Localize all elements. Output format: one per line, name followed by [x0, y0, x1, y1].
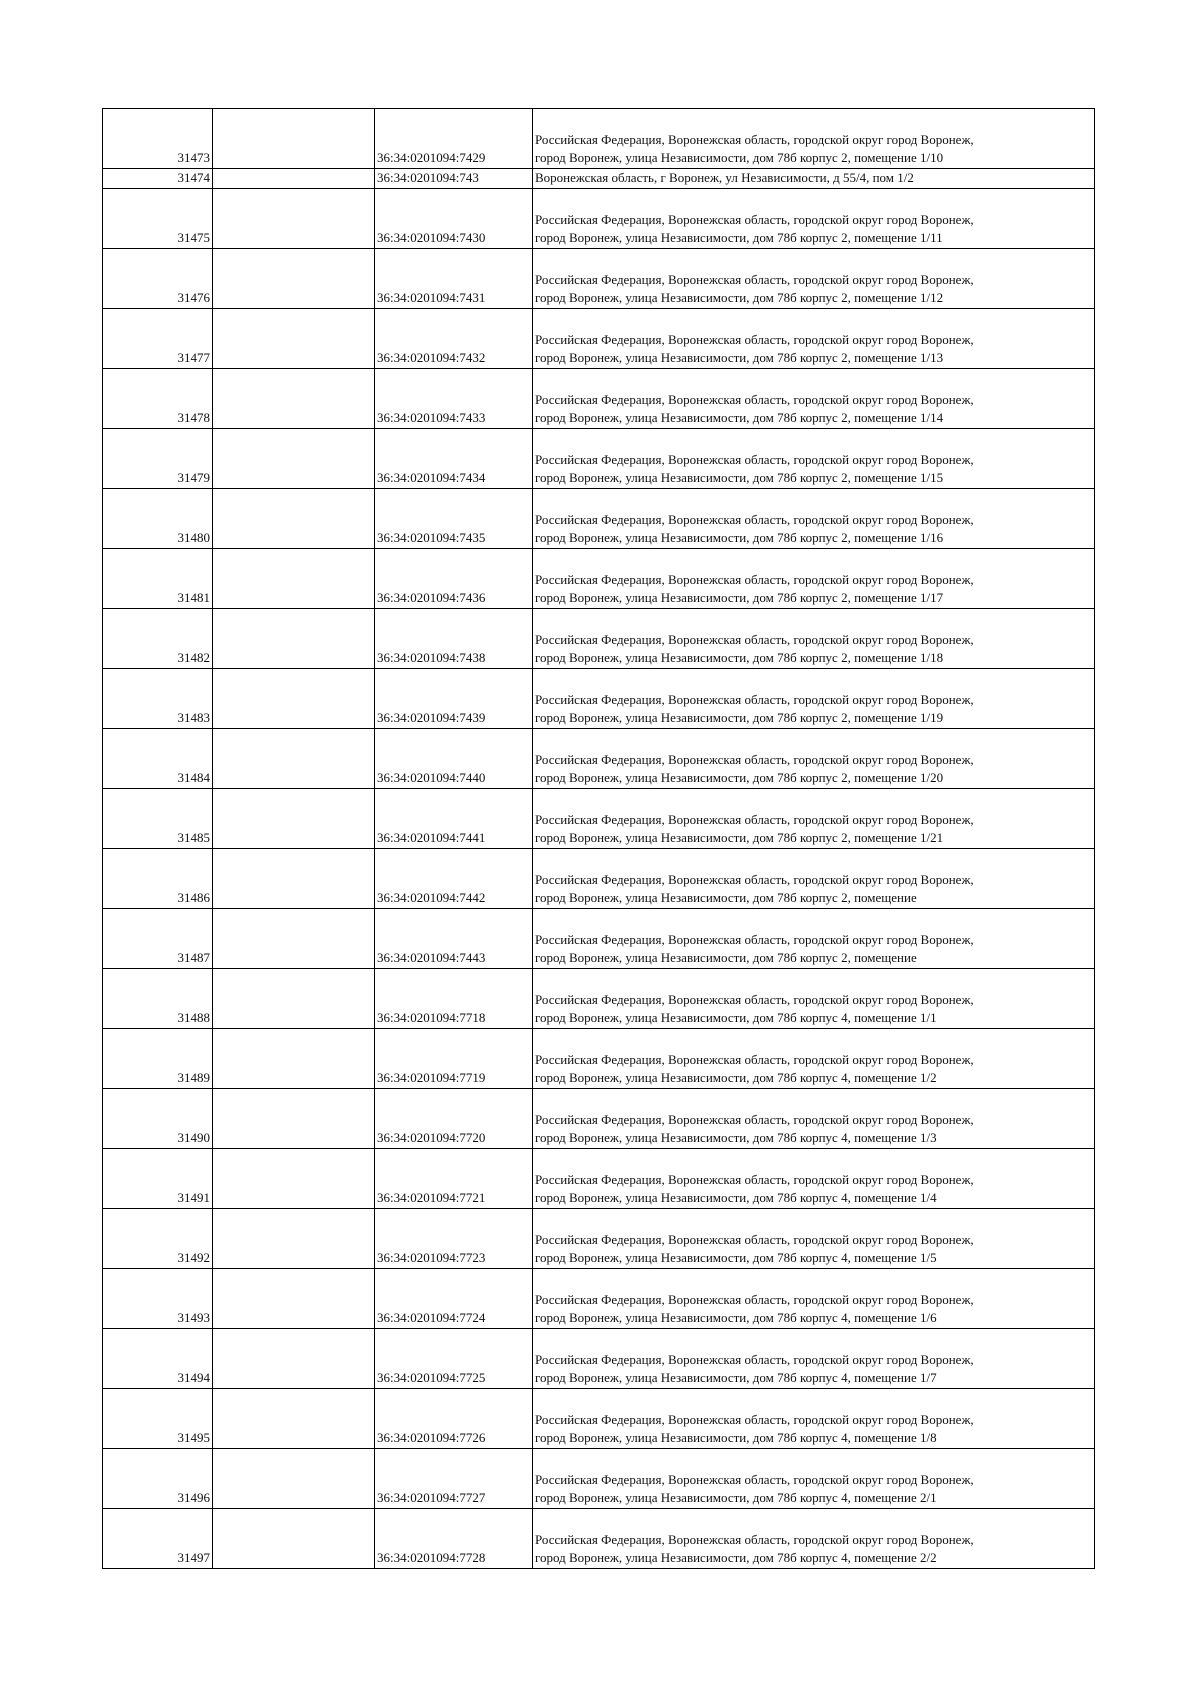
registry-table: [102, 108, 1095, 1569]
row-number-cell: 31485: [103, 789, 213, 849]
table-row: [103, 1389, 1095, 1449]
address-line: город Воронеж, улица Независимости, дом 78б корпус 2, помещение 1/18: [535, 650, 944, 665]
empty-cell: [213, 969, 375, 1029]
address-line: Российская Федерация, Воронежская область, городской округ город Воронеж,: [535, 1232, 974, 1247]
address-cell: [533, 1089, 1095, 1149]
address-cell: [533, 909, 1095, 969]
cadastral-number-cell: 36:34:0201094:7434: [375, 429, 533, 489]
address-line: город Воронеж, улица Независимости, дом 78б корпус 4, помещение 1/5: [535, 1250, 937, 1265]
table-row: [103, 1509, 1095, 1569]
empty-cell: [213, 849, 375, 909]
address-cell: [533, 309, 1095, 369]
address-line: Российская Федерация, Воронежская область, городской округ город Воронеж,: [535, 812, 974, 827]
table-row: [103, 309, 1095, 369]
address-line: город Воронеж, улица Независимости, дом 78б корпус 4, помещение 1/4: [535, 1190, 937, 1205]
row-number-cell: 31477: [103, 309, 213, 369]
row-number-cell: 31495: [103, 1389, 213, 1449]
table-row: [103, 1089, 1095, 1149]
address-line: город Воронеж, улица Независимости, дом 78б корпус 2, помещение 1/16: [535, 530, 944, 545]
table-row: [103, 849, 1095, 909]
table-row: [103, 729, 1095, 789]
empty-cell: [213, 1509, 375, 1569]
cadastral-number-cell: 36:34:0201094:7718: [375, 969, 533, 1029]
address-line: город Воронеж, улица Независимости, дом 78б корпус 4, помещение 1/1: [535, 1010, 937, 1025]
address-cell: [533, 429, 1095, 489]
address-line: город Воронеж, улица Независимости, дом 78б корпус 2, помещение: [535, 890, 917, 905]
address-line: Российская Федерация, Воронежская область, городской округ город Воронеж,: [535, 392, 974, 407]
address-line: Воронежская область, г Воронеж, ул Независимости, д 55/4, пом 1/2: [535, 170, 914, 185]
cadastral-number-cell: 36:34:0201094:7430: [375, 189, 533, 249]
empty-cell: [213, 1209, 375, 1269]
address-cell: [533, 1449, 1095, 1509]
registry-table-body: [103, 109, 1095, 1569]
cadastral-number-cell: 36:34:0201094:7726: [375, 1389, 533, 1449]
cadastral-number-cell: 36:34:0201094:7436: [375, 549, 533, 609]
row-number-cell: 31480: [103, 489, 213, 549]
address-line: Российская Федерация, Воронежская область, городской округ город Воронеж,: [535, 1172, 974, 1187]
address-line: Российская Федерация, Воронежская область, городской округ город Воронеж,: [535, 692, 974, 707]
address-line: Российская Федерация, Воронежская область, городской округ город Воронеж,: [535, 632, 974, 647]
row-number-cell: 31486: [103, 849, 213, 909]
cadastral-number-cell: 36:34:0201094:743: [375, 169, 533, 189]
cadastral-number-cell: 36:34:0201094:7429: [375, 109, 533, 169]
cadastral-number-cell: 36:34:0201094:7435: [375, 489, 533, 549]
empty-cell: [213, 189, 375, 249]
table-row: [103, 549, 1095, 609]
address-line: Российская Федерация, Воронежская область, городской округ город Воронеж,: [535, 992, 974, 1007]
cadastral-number-cell: 36:34:0201094:7441: [375, 789, 533, 849]
empty-cell: [213, 1149, 375, 1209]
empty-cell: [213, 1089, 375, 1149]
address-line: город Воронеж, улица Независимости, дом 78б корпус 2, помещение 1/15: [535, 470, 944, 485]
table-row: [103, 249, 1095, 309]
table-row: [103, 1269, 1095, 1329]
row-number-cell: 31476: [103, 249, 213, 309]
table-row: [103, 169, 1095, 189]
empty-cell: [213, 669, 375, 729]
table-row: [103, 609, 1095, 669]
table-row: [103, 909, 1095, 969]
empty-cell: [213, 1449, 375, 1509]
cadastral-number-cell: 36:34:0201094:7721: [375, 1149, 533, 1209]
address-cell: [533, 189, 1095, 249]
cadastral-number-cell: 36:34:0201094:7442: [375, 849, 533, 909]
empty-cell: [213, 729, 375, 789]
row-number-cell: 31482: [103, 609, 213, 669]
table-row: [103, 969, 1095, 1029]
cadastral-number-cell: 36:34:0201094:7433: [375, 369, 533, 429]
address-line: Российская Федерация, Воронежская область, городской округ город Воронеж,: [535, 1292, 974, 1307]
address-cell: [533, 849, 1095, 909]
address-line: Российская Федерация, Воронежская область, городской округ город Воронеж,: [535, 1412, 974, 1427]
address-cell: [533, 249, 1095, 309]
cadastral-number-cell: 36:34:0201094:7728: [375, 1509, 533, 1569]
address-line: Российская Федерация, Воронежская область, городской округ город Воронеж,: [535, 1352, 974, 1367]
address-line: город Воронеж, улица Независимости, дом 78б корпус 2, помещение 1/12: [535, 290, 944, 305]
row-number-cell: 31489: [103, 1029, 213, 1089]
empty-cell: [213, 1389, 375, 1449]
address-cell: [533, 1269, 1095, 1329]
address-cell: [533, 729, 1095, 789]
address-line: Российская Федерация, Воронежская область, городской округ город Воронеж,: [535, 872, 974, 887]
address-cell: [533, 1209, 1095, 1269]
address-line: город Воронеж, улица Независимости, дом 78б корпус 2, помещение 1/13: [535, 350, 944, 365]
table-row: [103, 489, 1095, 549]
row-number-cell: 31487: [103, 909, 213, 969]
empty-cell: [213, 909, 375, 969]
address-line: город Воронеж, улица Независимости, дом 78б корпус 2, помещение 1/10: [535, 150, 944, 165]
address-line: Российская Федерация, Воронежская область, городской округ город Воронеж,: [535, 452, 974, 467]
address-cell: [533, 1329, 1095, 1389]
empty-cell: [213, 609, 375, 669]
row-number-cell: 31481: [103, 549, 213, 609]
table-row: [103, 1209, 1095, 1269]
table-row: [103, 109, 1095, 169]
address-cell: [533, 549, 1095, 609]
address-cell: [533, 1389, 1095, 1449]
empty-cell: [213, 429, 375, 489]
table-row: [103, 669, 1095, 729]
address-line: город Воронеж, улица Независимости, дом 78б корпус 4, помещение 1/8: [535, 1430, 937, 1445]
cadastral-number-cell: 36:34:0201094:7723: [375, 1209, 533, 1269]
address-line: город Воронеж, улица Независимости, дом 78б корпус 2, помещение 1/11: [535, 230, 943, 245]
row-number-cell: 31490: [103, 1089, 213, 1149]
empty-cell: [213, 309, 375, 369]
row-number-cell: 31491: [103, 1149, 213, 1209]
cadastral-number-cell: 36:34:0201094:7720: [375, 1089, 533, 1149]
cadastral-number-cell: 36:34:0201094:7443: [375, 909, 533, 969]
cadastral-number-cell: 36:34:0201094:7440: [375, 729, 533, 789]
address-line: Российская Федерация, Воронежская область, городской округ город Воронеж,: [535, 272, 974, 287]
cadastral-number-cell: 36:34:0201094:7439: [375, 669, 533, 729]
empty-cell: [213, 789, 375, 849]
row-number-cell: 31478: [103, 369, 213, 429]
row-number-cell: 31479: [103, 429, 213, 489]
address-line: город Воронеж, улица Независимости, дом 78б корпус 2, помещение: [535, 950, 917, 965]
address-line: город Воронеж, улица Независимости, дом 78б корпус 2, помещение 1/17: [535, 590, 944, 605]
row-number-cell: 31484: [103, 729, 213, 789]
address-line: город Воронеж, улица Независимости, дом 78б корпус 4, помещение 1/3: [535, 1130, 937, 1145]
address-cell: [533, 789, 1095, 849]
row-number-cell: 31474: [103, 169, 213, 189]
table-row: [103, 789, 1095, 849]
table-row: [103, 1329, 1095, 1389]
cadastral-number-cell: 36:34:0201094:7719: [375, 1029, 533, 1089]
row-number-cell: 31496: [103, 1449, 213, 1509]
address-line: город Воронеж, улица Независимости, дом 78б корпус 2, помещение 1/21: [535, 830, 944, 845]
address-line: Российская Федерация, Воронежская область, городской округ город Воронеж,: [535, 932, 974, 947]
address-line: Российская Федерация, Воронежская область, городской округ город Воронеж,: [535, 752, 974, 767]
address-cell: [533, 169, 1095, 189]
address-line: Российская Федерация, Воронежская область, городской округ город Воронеж,: [535, 1112, 974, 1127]
empty-cell: [213, 1269, 375, 1329]
address-cell: [533, 109, 1095, 169]
row-number-cell: 31483: [103, 669, 213, 729]
row-number-cell: 31493: [103, 1269, 213, 1329]
address-line: Российская Федерация, Воронежская область, городской округ город Воронеж,: [535, 332, 974, 347]
address-line: Российская Федерация, Воронежская область, городской округ город Воронеж,: [535, 1472, 974, 1487]
row-number-cell: 31492: [103, 1209, 213, 1269]
address-cell: [533, 489, 1095, 549]
table-row: [103, 429, 1095, 489]
address-cell: [533, 609, 1095, 669]
table-row: [103, 1449, 1095, 1509]
table-row: [103, 369, 1095, 429]
row-number-cell: 31494: [103, 1329, 213, 1389]
cadastral-number-cell: 36:34:0201094:7431: [375, 249, 533, 309]
address-line: город Воронеж, улица Независимости, дом 78б корпус 2, помещение 1/14: [535, 410, 944, 425]
empty-cell: [213, 249, 375, 309]
address-line: Российская Федерация, Воронежская область, городской округ город Воронеж,: [535, 132, 974, 147]
cadastral-number-cell: 36:34:0201094:7727: [375, 1449, 533, 1509]
empty-cell: [213, 369, 375, 429]
address-cell: [533, 1029, 1095, 1089]
address-cell: [533, 1149, 1095, 1209]
row-number-cell: 31473: [103, 109, 213, 169]
empty-cell: [213, 549, 375, 609]
address-line: Российская Федерация, Воронежская область, городской округ город Воронеж,: [535, 212, 974, 227]
address-line: город Воронеж, улица Независимости, дом 78б корпус 4, помещение 1/6: [535, 1310, 937, 1325]
empty-cell: [213, 109, 375, 169]
table-row: [103, 1029, 1095, 1089]
address-line: город Воронеж, улица Независимости, дом 78б корпус 4, помещение 2/1: [535, 1490, 937, 1505]
cadastral-number-cell: 36:34:0201094:7438: [375, 609, 533, 669]
row-number-cell: 31488: [103, 969, 213, 1029]
cadastral-number-cell: 36:34:0201094:7432: [375, 309, 533, 369]
empty-cell: [213, 489, 375, 549]
address-cell: [533, 369, 1095, 429]
address-cell: [533, 969, 1095, 1029]
cadastral-number-cell: 36:34:0201094:7724: [375, 1269, 533, 1329]
empty-cell: [213, 169, 375, 189]
address-line: город Воронеж, улица Независимости, дом 78б корпус 2, помещение 1/19: [535, 710, 944, 725]
address-line: город Воронеж, улица Независимости, дом 78б корпус 4, помещение 1/2: [535, 1070, 937, 1085]
address-cell: [533, 1509, 1095, 1569]
address-cell: [533, 669, 1095, 729]
address-line: Российская Федерация, Воронежская область, городской округ город Воронеж,: [535, 1052, 974, 1067]
row-number-cell: 31497: [103, 1509, 213, 1569]
address-line: Российская Федерация, Воронежская область, городской округ город Воронеж,: [535, 1532, 974, 1547]
address-line: город Воронеж, улица Независимости, дом 78б корпус 4, помещение 1/7: [535, 1370, 937, 1385]
table-row: [103, 189, 1095, 249]
empty-cell: [213, 1329, 375, 1389]
address-line: город Воронеж, улица Независимости, дом 78б корпус 4, помещение 2/2: [535, 1550, 937, 1565]
row-number-cell: 31475: [103, 189, 213, 249]
address-line: город Воронеж, улица Независимости, дом 78б корпус 2, помещение 1/20: [535, 770, 944, 785]
empty-cell: [213, 1029, 375, 1089]
address-line: Российская Федерация, Воронежская область, городской округ город Воронеж,: [535, 572, 974, 587]
cadastral-number-cell: 36:34:0201094:7725: [375, 1329, 533, 1389]
address-line: Российская Федерация, Воронежская область, городской округ город Воронеж,: [535, 512, 974, 527]
table-row: [103, 1149, 1095, 1209]
